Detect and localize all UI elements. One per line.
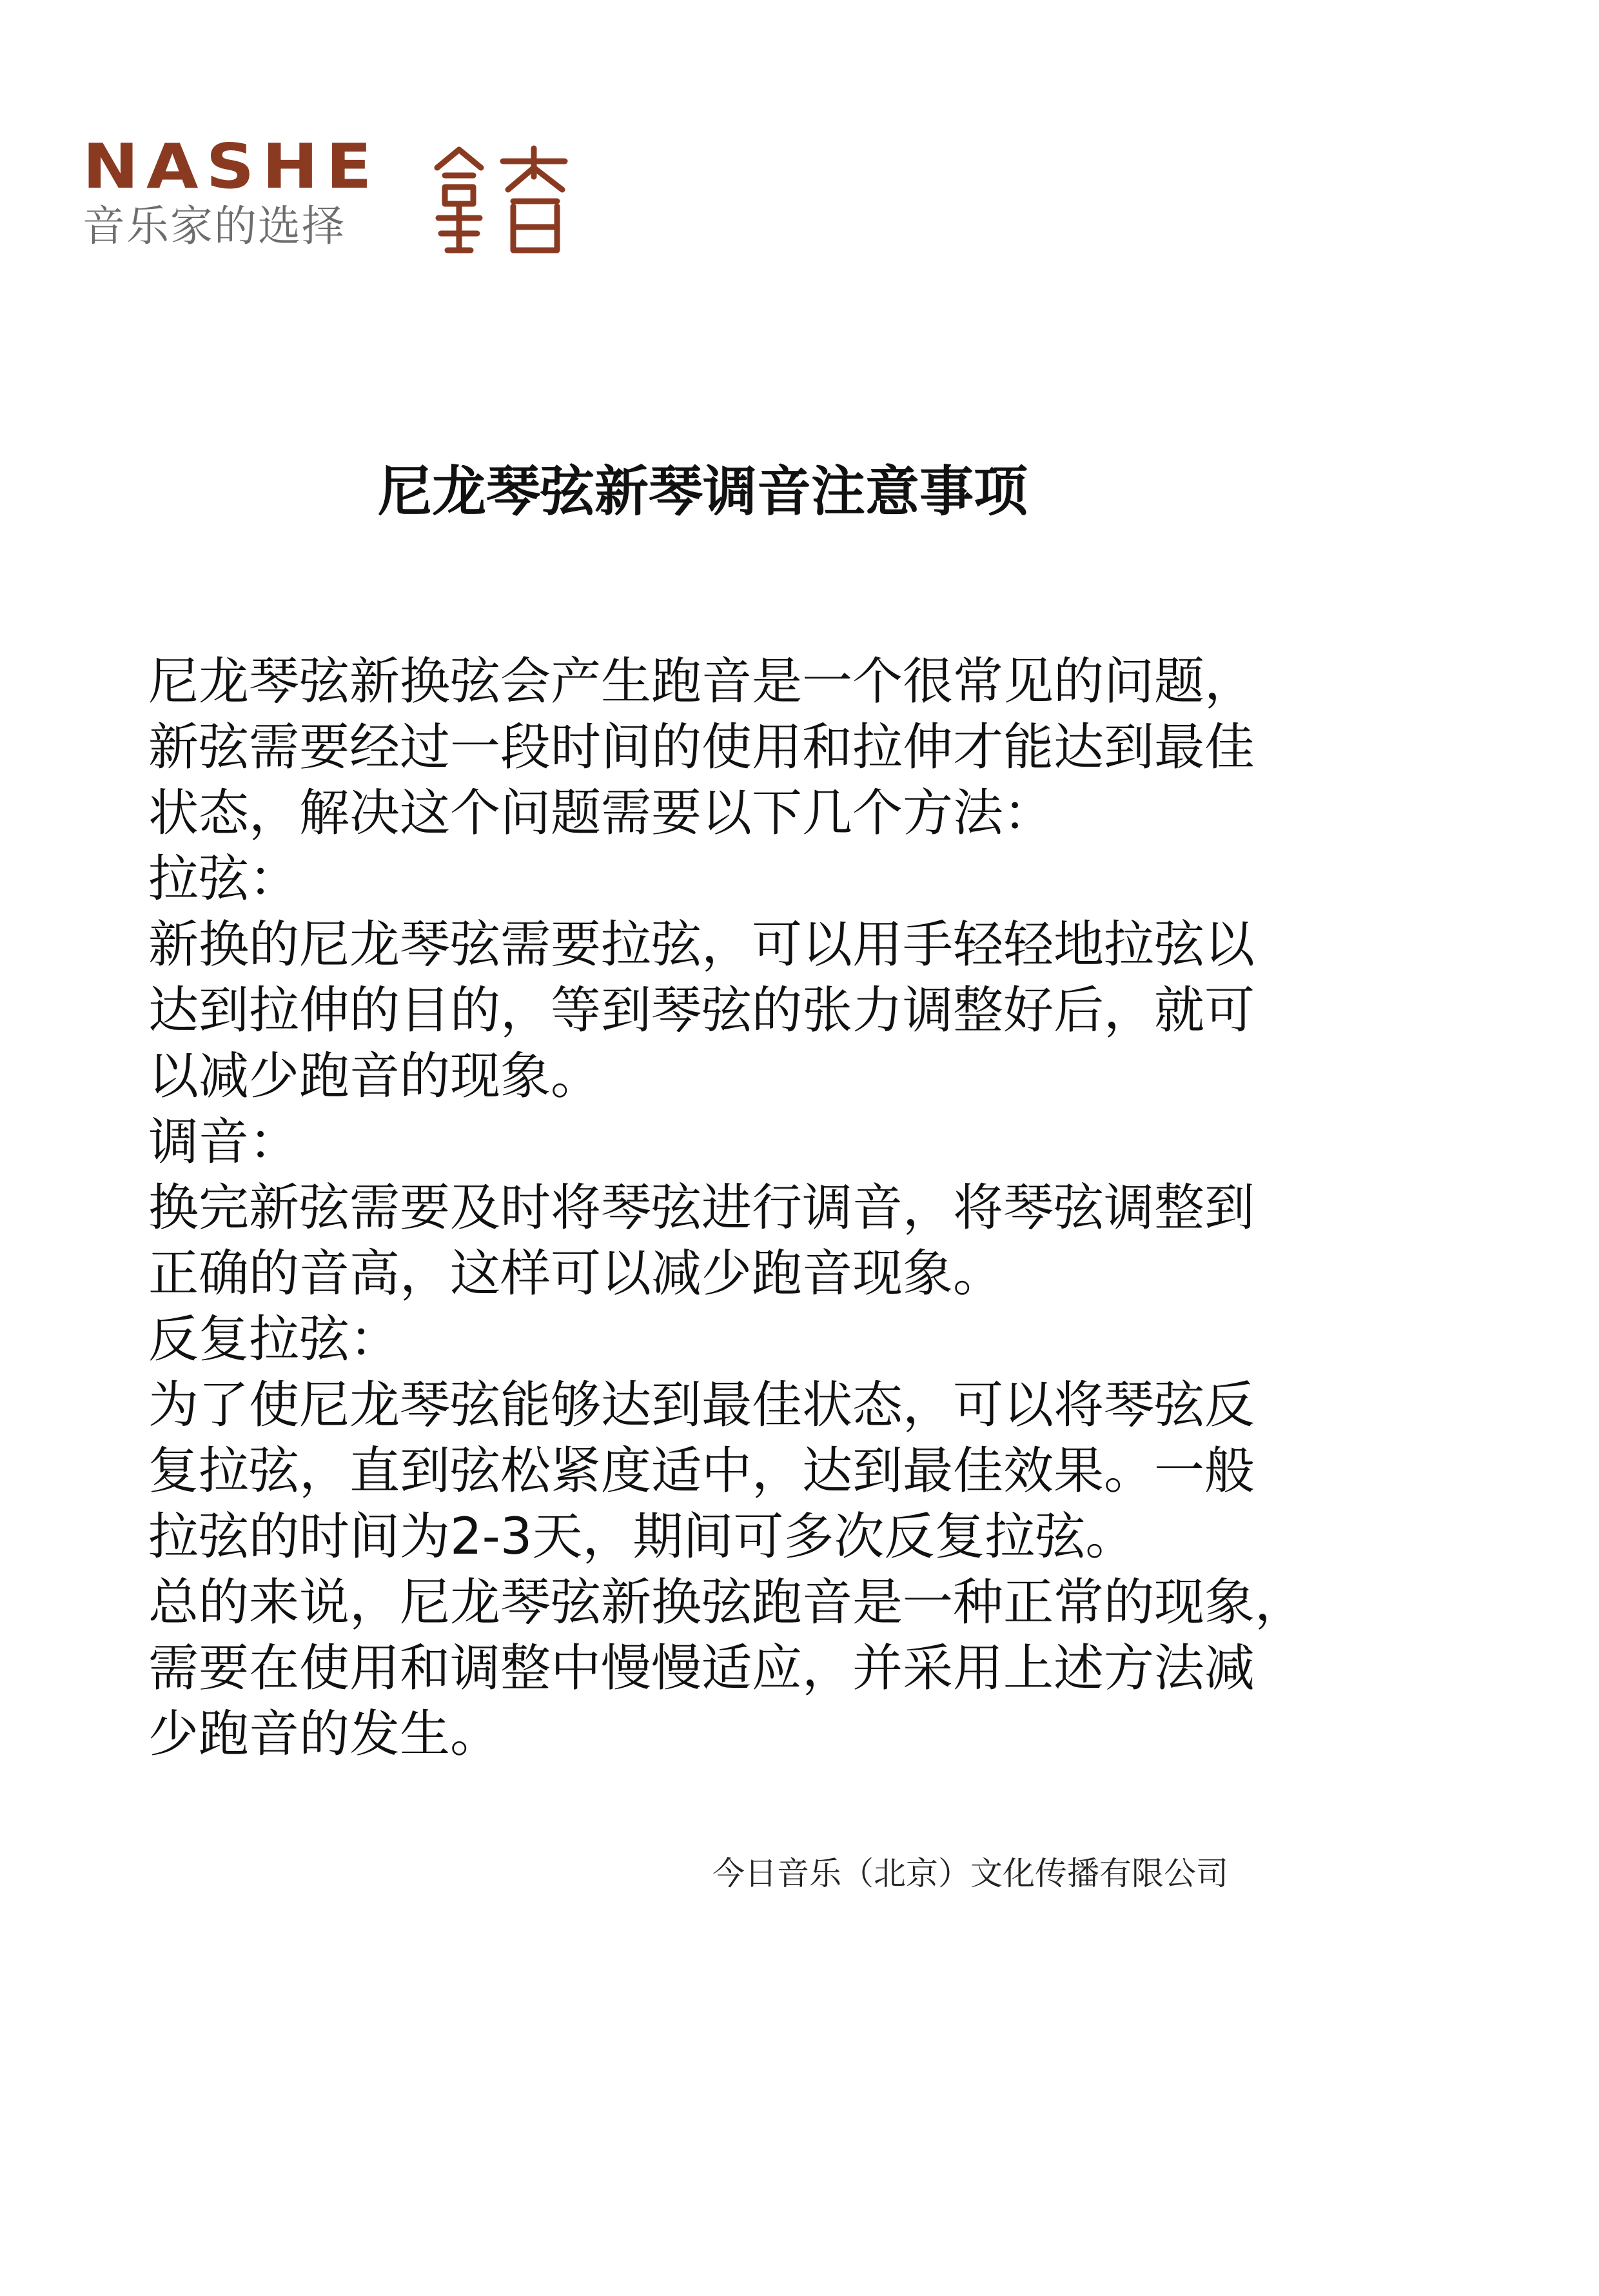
- body-line: 新弦需要经过一段时间的使用和拉伸才能达到最佳: [148, 718, 1255, 777]
- body-line: 换完新弦需要及时将琴弦进行调音，将琴弦调整到: [148, 1179, 1255, 1237]
- logo-seal-icon: [426, 142, 580, 258]
- section-heading-pull: 拉弦：: [148, 850, 300, 908]
- company-signature: 今日音乐（北京）文化传播有限公司: [712, 1855, 1228, 1892]
- logo-wordmark: NASHE: [83, 130, 380, 203]
- body-line: 新换的尼龙琴弦需要拉弦，可以用手轻轻地拉弦以: [148, 916, 1255, 974]
- body-line: 尼龙琴弦新换弦会产生跑音是一个很常见的问题，: [148, 653, 1255, 711]
- body-line: 达到拉伸的目的，等到琴弦的张力调整好后，就可: [148, 982, 1255, 1040]
- section-heading-tuning: 调音：: [148, 1113, 300, 1171]
- body-line: 为了使尼龙琴弦能够达到最佳状态，可以将琴弦反: [148, 1376, 1255, 1434]
- page-title: 尼龙琴弦新琴调音注意事项: [377, 460, 1028, 523]
- document-body: [148, 649, 1412, 1767]
- body-line: 状态，解决这个问题需要以下几个方法：: [148, 784, 1054, 842]
- body-line: 拉弦的时间为2-3天，期间可多次反复拉弦。: [148, 1508, 1136, 1566]
- body-line: 总的来说，尼龙琴弦新换弦跑音是一种正常的现象，: [148, 1574, 1306, 1632]
- section-heading-repeat: 反复拉弦：: [148, 1311, 400, 1369]
- logo-tagline: 音乐家的选择: [83, 201, 346, 251]
- body-line: 需要在使用和调整中慢慢适应，并采用上述方法减: [148, 1639, 1255, 1697]
- body-line: 以减少跑音的现象。: [148, 1047, 602, 1105]
- body-line: 正确的音高，这样可以减少跑音现象。: [148, 1245, 1004, 1303]
- body-line: 复拉弦，直到弦松紧度适中，达到最佳效果。一般: [148, 1442, 1255, 1500]
- body-line: 少跑音的发生。: [148, 1705, 501, 1763]
